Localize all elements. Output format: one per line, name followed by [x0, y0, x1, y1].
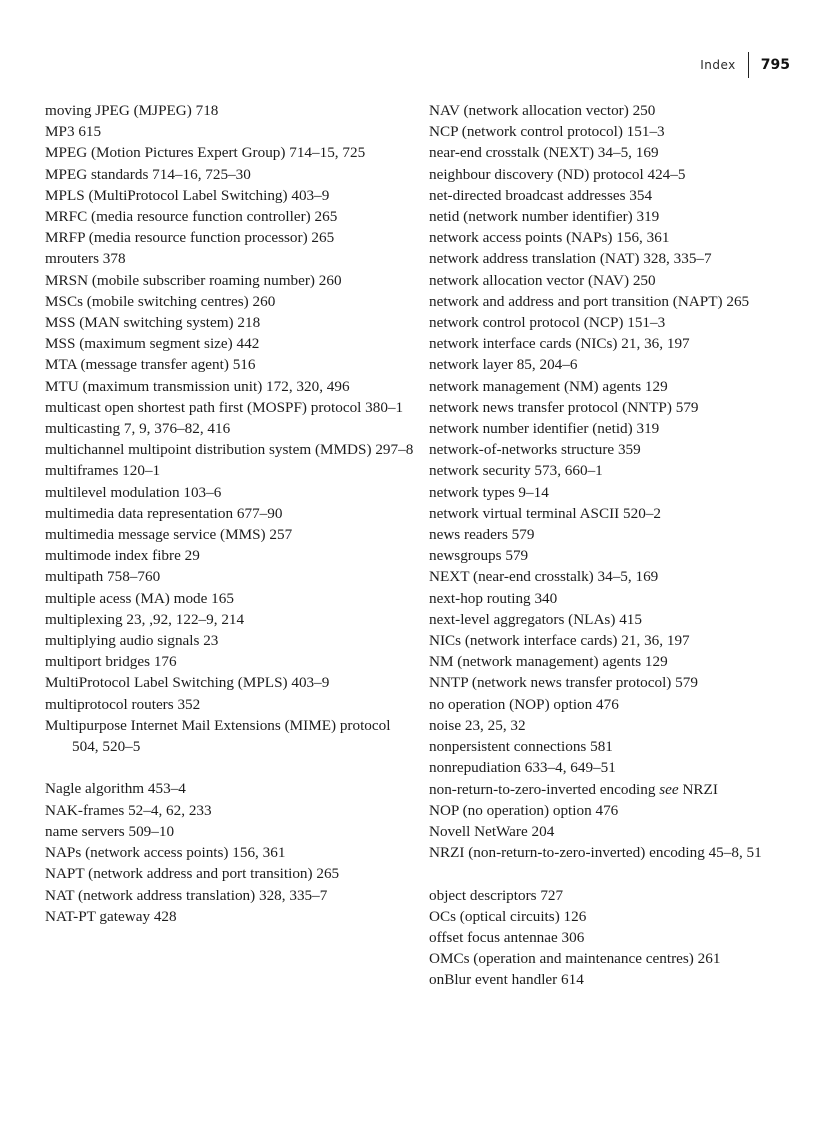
index-entry: offset focus antennae 306: [429, 928, 585, 946]
index-entry: network address translation (NAT) 328, 335–7: [429, 250, 712, 268]
index-entry: NAPs (network access points) 156, 361: [45, 844, 286, 862]
index-entry: MSS (MAN switching system) 218: [45, 314, 261, 332]
header-divider: [748, 52, 749, 78]
index-entry: OMCs (operation and maintenance centres) 261: [429, 950, 721, 968]
index-entry: netid (network number identifier) 319: [429, 208, 660, 226]
index-entry: multilevel modulation 103–6: [45, 483, 222, 501]
see-reference: see: [659, 780, 679, 798]
index-entry: NNTP (network news transfer protocol) 579: [429, 674, 698, 692]
index-entry: multiplying audio signals 23: [45, 632, 219, 650]
section-title: Index: [700, 58, 736, 72]
index-entry: mrouters 378: [45, 250, 126, 268]
index-entry: network layer 85, 204–6: [429, 356, 578, 374]
index-entry: name servers 509–10: [45, 822, 175, 840]
index-entry: network access points (NAPs) 156, 361: [429, 229, 670, 247]
index-entry: NM (network management) agents 129: [429, 653, 668, 671]
index-entry: noise 23, 25, 32: [429, 716, 526, 734]
index-column-right: [429, 100, 791, 991]
index-entry: MRSN (mobile subscriber roaming number) 260: [45, 271, 342, 289]
index-entry: moving JPEG (MJPEG) 718: [45, 102, 219, 119]
index-entry: nonrepudiation 633–4, 649–51: [429, 759, 616, 777]
index-entry: net-directed broadcast addresses 354: [429, 186, 653, 204]
index-entry: NAT-PT gateway 428: [45, 907, 177, 925]
index-entry: NAK-frames 52–4, 62, 233: [45, 801, 212, 819]
index-entry: MSCs (mobile switching centres) 260: [45, 292, 276, 310]
index-entry: MPLS (MultiProtocol Label Switching) 403–9: [45, 186, 330, 204]
index-entry: network number identifier (netid) 319: [429, 420, 660, 438]
index-entry: network control protocol (NCP) 151–3: [429, 314, 666, 332]
index-entry: nonpersistent connections 581: [429, 738, 613, 756]
index-entry: network virtual terminal ASCII 520–2: [429, 504, 661, 522]
index-entry: NOP (no operation) option 476: [429, 801, 619, 819]
letter-group-gap: [429, 863, 791, 884]
index-entry: multiple acess (MA) mode 165: [45, 589, 234, 607]
index-entry: MP3 615: [45, 123, 102, 141]
running-header: [700, 52, 790, 78]
index-entry: Novell NetWare 204: [429, 822, 555, 840]
index-entry: MultiProtocol Label Switching (MPLS) 403–9: [45, 674, 330, 692]
index-entry: multiprotocol routers 352: [45, 695, 201, 713]
index-entry: NEXT (near-end crosstalk) 34–5, 169: [429, 568, 659, 586]
index-entry: next-hop routing 340: [429, 589, 558, 607]
see-target: NRZI: [678, 780, 718, 798]
letter-group-gap: [45, 757, 415, 778]
index-entry: multiport bridges 176: [45, 653, 177, 671]
index-entry: network types 9–14: [429, 483, 549, 501]
index-entry: NAV (network allocation vector) 250: [429, 102, 656, 119]
index-entry: multiplexing 23, ,92, 122–9, 214: [45, 610, 245, 628]
index-entry: multimedia message service (MMS) 257: [45, 526, 293, 544]
index-entry: network and address and port transition (NAPT) 265: [429, 292, 750, 310]
index-entry: onBlur event handler 614: [429, 971, 584, 989]
index-entry: network news transfer protocol (NNTP) 579: [429, 398, 699, 416]
index-entry: NRZI (non-return-to-zero-inverted) encoding 45–8, 51: [429, 844, 762, 862]
index-entry: NCP (network control protocol) 151–3: [429, 123, 665, 141]
index-entry: network management (NM) agents 129: [429, 377, 668, 395]
index-entry: object descriptors 727: [429, 886, 564, 904]
index-entry: NAPT (network address and port transition) 265: [45, 865, 340, 883]
index-entry: Nagle algorithm 453–4: [45, 780, 186, 798]
index-entry: MRFP (media resource function processor) 265: [45, 229, 335, 247]
index-entry: MPEG standards 714–16, 725–30: [45, 165, 251, 183]
index-column-left: [45, 100, 415, 927]
index-entry: multimode index fibre 29: [45, 547, 200, 565]
index-entry: multimedia data representation 677–90: [45, 504, 283, 522]
index-entry: network security 573, 660–1: [429, 462, 603, 480]
index-entry: news readers 579: [429, 526, 535, 544]
page-number: 795: [760, 57, 790, 73]
index-entry: multicast open shortest path first (MOSPF) protocol 380–1: [45, 398, 404, 416]
index-entry: MTU (maximum transmission unit) 172, 320, 496: [45, 377, 350, 395]
index-entry: MSS (maximum segment size) 442: [45, 335, 260, 353]
index-entry: multiframes 120–1: [45, 462, 161, 480]
index-entry: newsgroups 579: [429, 547, 529, 565]
index-entry: network allocation vector (NAV) 250: [429, 271, 656, 289]
index-entry: neighbour discovery (ND) protocol 424–5: [429, 165, 686, 183]
index-entry: network interface cards (NICs) 21, 36, 197: [429, 335, 690, 353]
index-entry: network-of-networks structure 359: [429, 441, 641, 459]
index-entry: multichannel multipoint distribution system (MMDS) 297–8: [45, 441, 414, 459]
index-entry: near-end crosstalk (NEXT) 34–5, 169: [429, 144, 659, 162]
index-entry: multicasting 7, 9, 376–82, 416: [45, 420, 231, 438]
index-entry: non-return-to-zero-inverted encoding see NRZI: [429, 780, 718, 798]
index-entry: MPEG (Motion Pictures Expert Group) 714–15, 725: [45, 144, 366, 162]
index-entry: MTA (message transfer agent) 516: [45, 356, 256, 374]
index-entry: OCs (optical circuits) 126: [429, 907, 587, 925]
index-entry: NAT (network address translation) 328, 335–7: [45, 886, 328, 904]
index-entry: no operation (NOP) option 476: [429, 695, 619, 713]
index-entry: NICs (network interface cards) 21, 36, 197: [429, 632, 690, 650]
index-entry: Multipurpose Internet Mail Extensions (MIME) protocol 504, 520–5: [45, 716, 391, 756]
index-entry: MRFC (media resource function controller) 265: [45, 208, 338, 226]
index-entry: multipath 758–760: [45, 568, 161, 586]
index-entry: next-level aggregators (NLAs) 415: [429, 610, 642, 628]
